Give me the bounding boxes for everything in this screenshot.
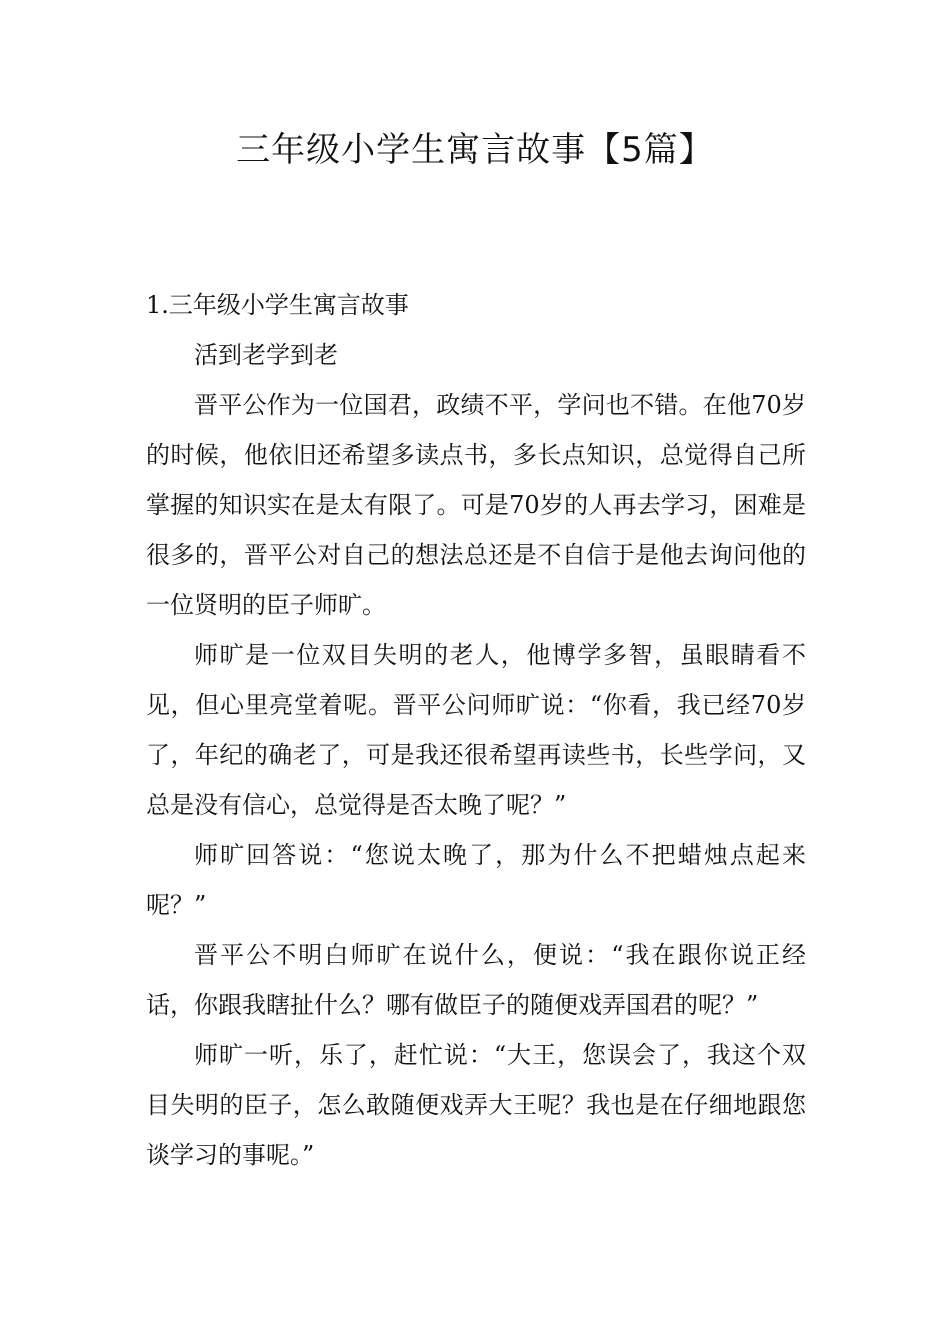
paragraph: 师旷是一位双目失明的老人，他博学多智，虽眼睛看不见，但心里亮堂着呢。晋平公问师旷说：“你看，我已经70岁了，年纪的确老了，可是我还很希望再读些书，长些学问，又总是没有信心，总觉得是否太晚了呢？” [146,641,806,819]
section-heading: 1.三年级小学生寓言故事 [146,291,409,319]
paragraph: 师旷回答说：“您说太晚了，那为什么不把蜡烛点起来呢？” [146,841,806,919]
document-title: 三年级小学生寓言故事【5篇】 [236,130,714,170]
document-body [146,280,806,1180]
paragraph: 师旷一听，乐了，赶忙说：“大王，您误会了，我这个双目失明的臣子，怎么敢随便戏弄大王呢？我也是在仔细地跟您谈学习的事呢。” [146,1041,806,1169]
paragraph: 晋平公作为一位国君，政绩不平，学问也不错。在他70岁的时候，他依旧还希望多读点书，多长点知识，总觉得自己所掌握的知识实在是太有限了。可是70岁的人再去学习，困难是很多的，晋平公对自己的想法总还是不自信于是他去询问他的一位贤明的臣子师旷。 [146,391,806,619]
story-title: 活到老学到老 [194,341,338,369]
paragraph: 晋平公不明白师旷在说什么，便说：“我在跟你说正经话，你跟我瞎扯什么？哪有做臣子的随便戏弄国君的呢？” [146,941,806,1019]
